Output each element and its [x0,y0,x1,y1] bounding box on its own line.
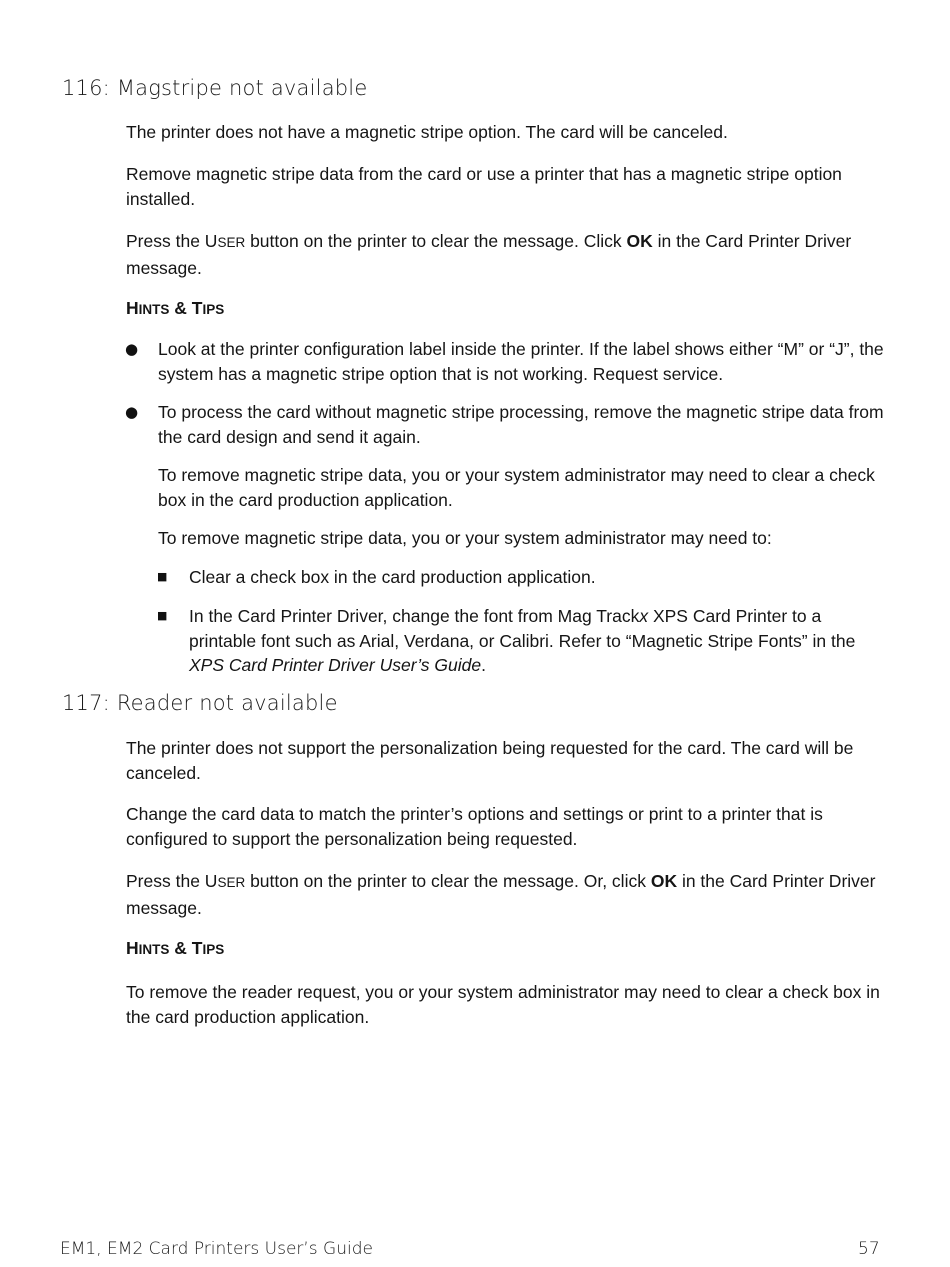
text-run: button on the printer to clear the message. Click [245,231,627,251]
section-117-paragraph-2: Change the card data to match the printer’s options and settings or print to a printer that is configured to support the personalization being requested. [126,804,823,849]
text-run: button on the printer to clear the message. Or, click [245,871,651,891]
ok-label: OK [626,231,653,251]
small-caps-rest: SER [217,235,246,250]
text-run: . [481,655,486,675]
page-number: 57 [858,1239,880,1259]
section-116-heading: 116: Magstripe not available [62,76,368,100]
tips-rest: IPS [202,302,225,317]
hints-rest: INTS [138,302,170,317]
section-116-sub-paragraph-1: To remove magnetic stripe data, you or your system administrator may need to clear a check box in the card production application. [158,465,875,510]
text-run: XPS Card Printer to a printable font such as Arial, Verdana, or Calibri. Refer to “Magnetic Stripe Fonts” in the [189,606,856,651]
section-117-paragraph-1: The printer does not support the personalization being requested for the card. The card will be canceled. [126,738,854,783]
tips-rest: IPS [202,942,225,957]
bullet-dot: ● [125,403,139,421]
tips-initial: T [191,938,203,958]
footer-title: EM1, EM2 Card Printers User’s Guide [60,1239,373,1259]
bullet-dot: ● [125,340,139,358]
section-116-paragraph-3 [126,229,886,280]
section-117-paragraph-3 [126,869,886,920]
section-116-paragraph-1: The printer does not have a magnetic stripe option. The card will be canceled. [126,122,728,142]
ok-label: OK [650,871,678,891]
section-117-paragraph-4: To remove the reader request, you or your system administrator may need to clear a check box in the card production application. [126,982,880,1027]
text-run: in the Card Printer Driver message. [126,231,852,278]
section-116-bullet-2: To process the card without magnetic stripe processing, remove the magnetic stripe data from the card design and send it again. [158,402,884,447]
hints-ampersand: & [169,298,192,318]
small-caps-rest: SER [217,875,246,890]
small-caps-initial: U [204,231,218,251]
text-run: Press the [126,231,205,251]
section-117-hints-heading [126,940,224,958]
hints-rest: INTS [138,942,170,957]
text-run: In the Card Printer Driver, change the font from Mag Track [189,606,640,626]
text-run: Press the [126,871,205,891]
section-116-sub-paragraph-2: To remove magnetic stripe data, you or your system administrator may need to: [158,528,772,548]
tips-initial: T [191,298,203,318]
user-button-name [205,231,245,251]
section-116-square-bullet-1: Clear a check box in the card production application. [189,567,596,587]
bullet-square: ■ [157,570,168,583]
section-116-bullet-1: Look at the printer configuration label inside the printer. If the label shows either “M” or “J”, the system has a magnetic stripe option that is not working. Request service. [158,339,884,384]
small-caps-initial: U [204,871,218,891]
user-button-name [205,871,245,891]
section-117-heading: 117: Reader not available [62,691,338,715]
section-116-hints-heading [126,300,224,318]
hints-ampersand: & [169,938,192,958]
hints-initial: H [126,298,139,318]
hints-initial: H [126,938,139,958]
italic-x: x [639,606,649,626]
text-run: in the Card Printer Driver message. [126,871,876,918]
section-116-paragraph-2: Remove magnetic stripe data from the card or use a printer that has a magnetic stripe option installed. [126,164,842,209]
section-116-square-bullet-2 [189,604,889,678]
guide-title: XPS Card Printer Driver User’s Guide [189,655,482,675]
bullet-square: ■ [157,609,168,622]
